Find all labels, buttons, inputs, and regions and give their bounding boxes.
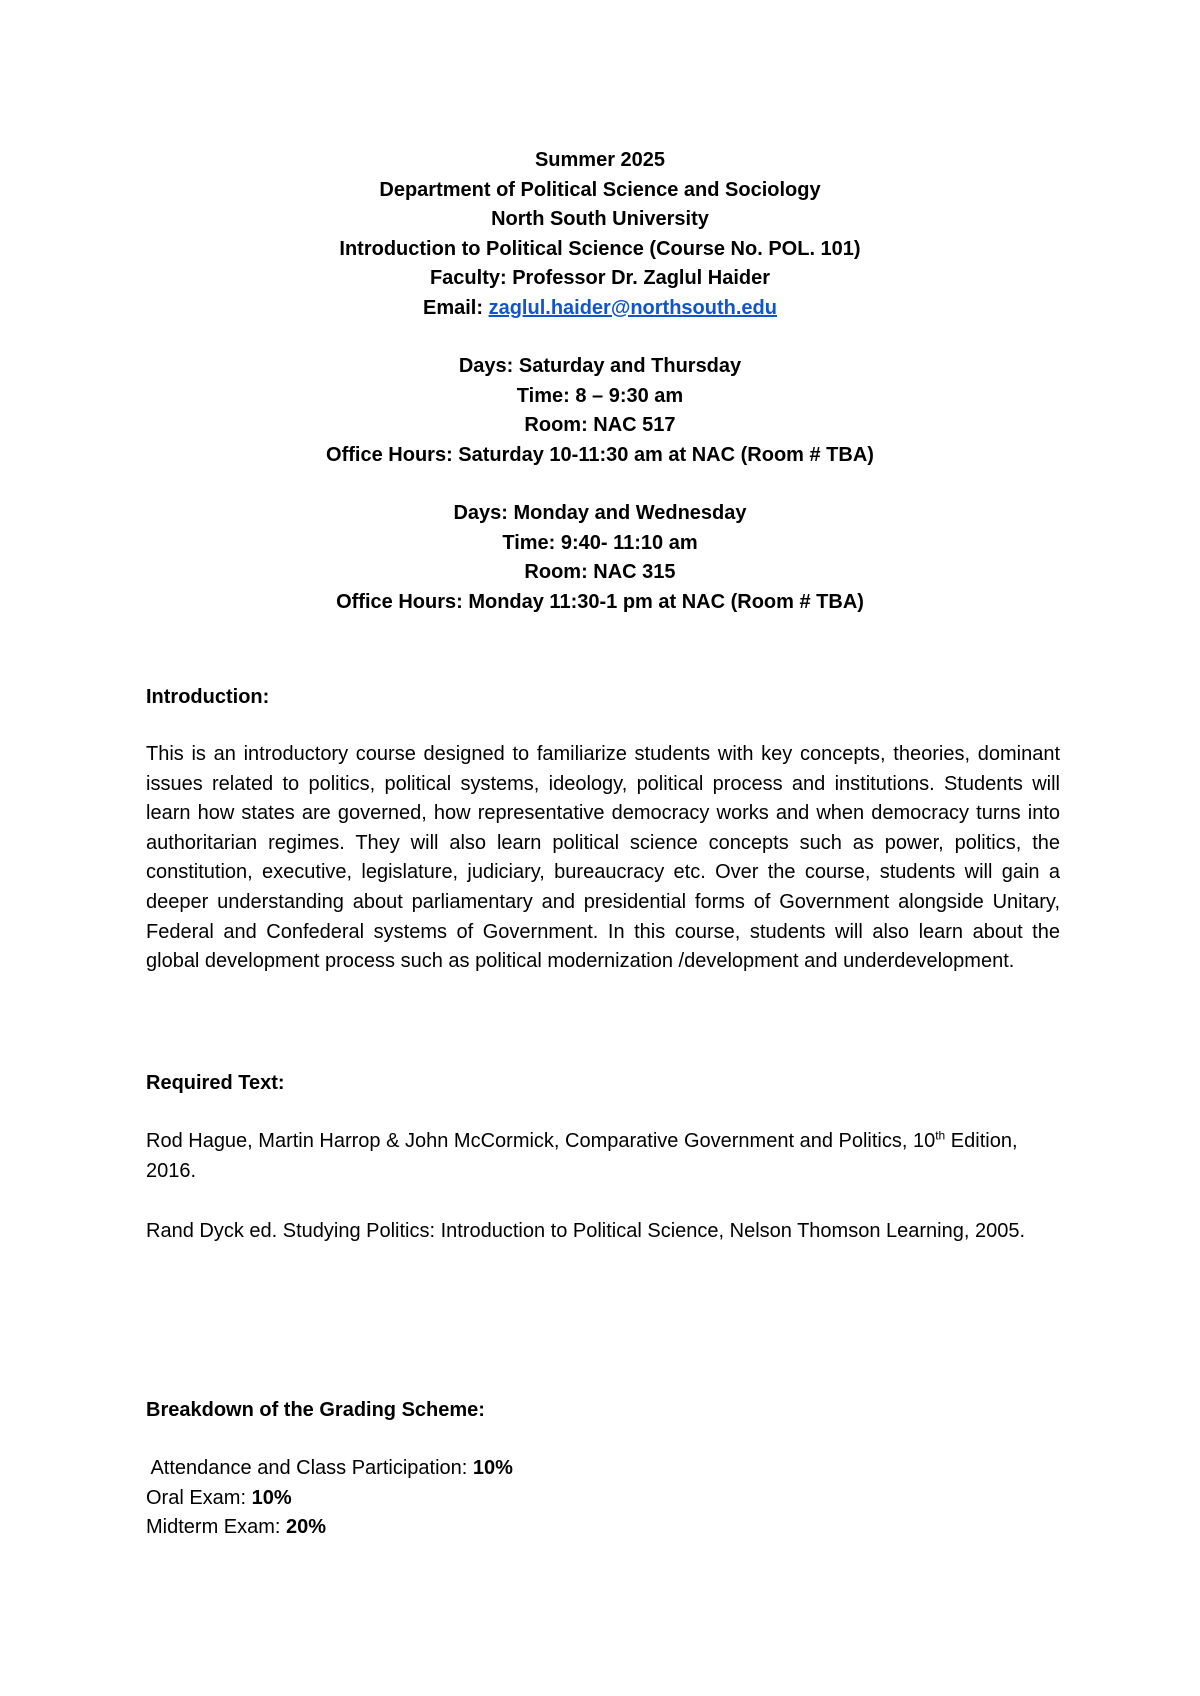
email-line: [0, 294, 1200, 324]
introduction-section: [146, 683, 1060, 713]
schedule-2-room: Room: NAC 315: [524, 561, 676, 583]
grading-heading: Breakdown of the Grading Scheme:: [146, 1399, 485, 1421]
schedule-1-time: Time: 8 – 9:30 am: [516, 384, 684, 407]
grading-item: [146, 1484, 1060, 1514]
grading-item-value: 10%: [251, 1486, 292, 1509]
schedule-2-time: Time: 9:40- 11:10 am: [502, 531, 698, 554]
book-1-edition: Edition, 2016.: [146, 1130, 1018, 1182]
department: Department of Political Science and Sociology: [379, 178, 821, 201]
faculty: Faculty: Professor Dr. Zaglul Haider: [429, 267, 771, 289]
schedule-1-days: Days: Saturday and Thursday: [458, 355, 742, 377]
email-label: Email:: [423, 296, 484, 319]
required-text-book-1: [146, 1127, 1060, 1186]
required-text-section: [146, 1069, 1060, 1099]
schedule-1-office-hours: Office Hours: Saturday 10-11:30 am at NAC (Room # TBA): [326, 443, 874, 466]
introduction-body: This is an introductory course designed to familiarize students with key concepts, theories, dominant issues related to politics, political systems, ideology, political process and institutions. Students will learn how states are governed, how representative democracy works and when democracy turns into authoritarian regimes. They will also learn political science concepts such as power, politics, the constitution, executive, legislature, judiciary, bureaucracy etc. Over the course, students will gain a deeper understanding about parliamentary and presidential forms of Government alongside Unitary, Federal and Confederal systems of Government. In this course, students will also learn about the global development process such as political modernization /development and underdevelopment.: [146, 743, 1060, 973]
grading-item: [146, 1513, 1060, 1543]
term: Summer 2025: [534, 149, 666, 171]
grading-item-value: 20%: [286, 1516, 327, 1539]
schedule-2-office-hours: Office Hours: Monday 11:30-1 pm at NAC (Room # TBA): [336, 590, 864, 613]
schedule-2-days: Days: Monday and Wednesday: [453, 502, 747, 524]
course-header: [0, 146, 1200, 617]
required-text-book-2: Rand Dyck ed. Studying Politics: Introduction to Political Science, Nelson Thomson Learning, 2005.: [146, 1220, 1026, 1242]
book-1-superscript: th: [935, 1128, 946, 1143]
book-1-citation: Rod Hague, Martin Harrop & John McCormick, Comparative Government and Politics, 10: [146, 1130, 936, 1152]
grading-item-label: Oral Exam:: [146, 1486, 252, 1509]
university: North South University: [491, 208, 709, 230]
grading-section: [146, 1396, 1060, 1426]
spacer: [0, 470, 1200, 499]
spacer: [0, 323, 1200, 352]
schedule-1-room: Room: NAC 517: [524, 414, 676, 436]
introduction-heading: Introduction:: [146, 686, 270, 708]
grading-list: [146, 1454, 1060, 1543]
grading-item: [146, 1454, 1060, 1484]
email-link[interactable]: zaglul.haider@northsouth.edu: [488, 296, 777, 319]
grading-item-label: Midterm Exam:: [146, 1516, 287, 1539]
required-text-heading: Required Text:: [146, 1072, 285, 1094]
course-title: Introduction to Political Science (Course No. POL. 101): [339, 237, 861, 260]
grading-item-value: 10%: [472, 1457, 513, 1479]
grading-item-label: Attendance and Class Participation:: [146, 1457, 473, 1479]
